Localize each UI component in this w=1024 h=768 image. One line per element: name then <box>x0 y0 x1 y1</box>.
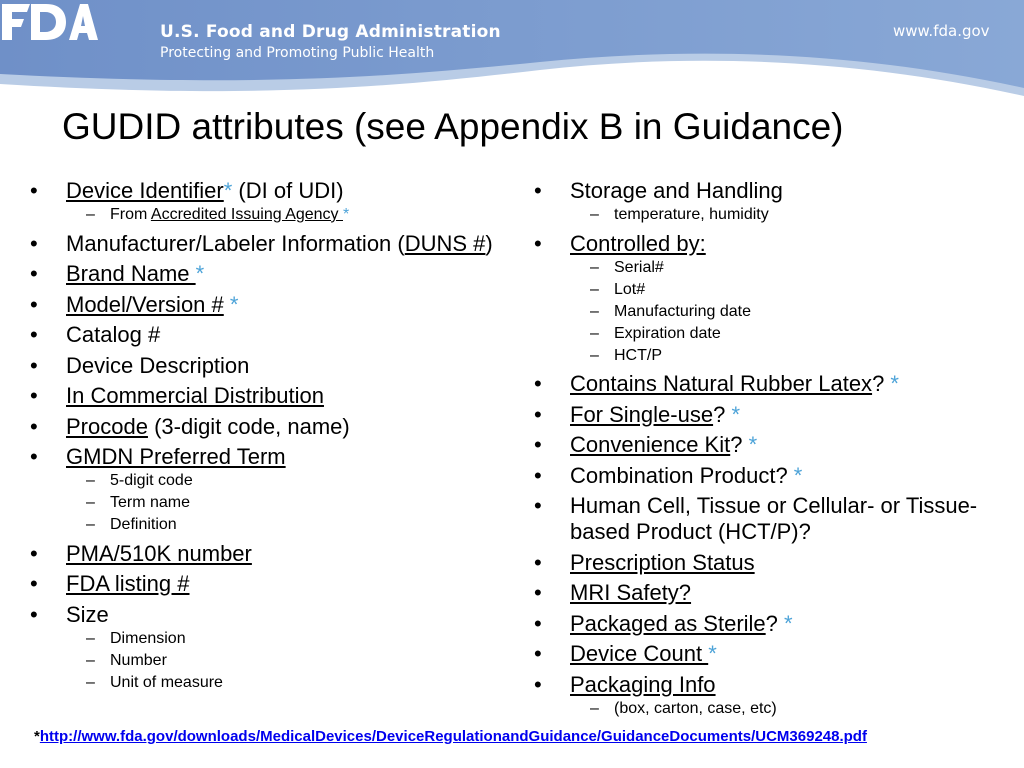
required-asterisk: * <box>343 206 350 223</box>
list-item <box>528 641 998 667</box>
attribute-text: Serial# <box>614 258 664 276</box>
list-item <box>24 541 494 567</box>
sub-list-item <box>66 628 494 650</box>
list-item <box>528 493 998 545</box>
attribute-link[interactable]: Packaging Info <box>570 671 716 697</box>
website-url: www.fda.gov <box>893 22 990 40</box>
sub-list <box>570 698 998 720</box>
list-item <box>24 414 494 440</box>
list-item <box>528 402 998 428</box>
list-item <box>24 383 494 409</box>
list-item <box>528 231 998 367</box>
fda-logo <box>0 0 98 44</box>
slide-title: GUDID attributes (see Appendix B in Guidance) <box>62 106 844 147</box>
list-item <box>24 444 494 536</box>
agency-tagline: Protecting and Promoting Public Health <box>160 45 435 61</box>
attribute-text: Manufacturing date <box>614 302 751 320</box>
attribute-label <box>66 541 494 567</box>
attribute-label <box>66 178 494 204</box>
list-item <box>24 353 494 379</box>
attribute-text: Expiration date <box>614 324 721 342</box>
sub-list-item <box>66 470 494 492</box>
list-item <box>528 580 998 606</box>
attribute-label <box>570 672 998 698</box>
left-attribute-list <box>24 178 494 698</box>
attribute-text: temperature, humidity <box>614 206 769 223</box>
attribute-text: Number <box>110 651 167 669</box>
sub-list-item <box>66 204 494 226</box>
attribute-link[interactable]: In Commercial Distribution <box>66 383 324 408</box>
attribute-link[interactable]: FDA listing # <box>66 571 190 596</box>
attribute-text: Catalog # <box>66 322 161 347</box>
attribute-link[interactable]: GMDN Preferred Term <box>66 444 286 469</box>
sub-list-item <box>66 650 494 672</box>
attribute-text: Size <box>66 601 109 627</box>
attribute-text: ) <box>485 230 493 256</box>
attribute-link[interactable]: Contains Natural Rubber Latex <box>570 371 873 396</box>
attribute-link[interactable]: DUNS # <box>404 230 486 256</box>
attribute-link[interactable]: MRI Safety? <box>570 580 692 605</box>
attribute-label <box>66 383 494 409</box>
attribute-text: ? <box>730 432 749 457</box>
sub-list-item <box>570 204 998 226</box>
attribute-label <box>570 432 998 458</box>
attribute-text: Storage and Handling <box>570 178 783 203</box>
sub-list-item <box>570 698 998 720</box>
agency-name: U.S. Food and Drug Administration <box>160 22 501 42</box>
attribute-label <box>66 571 494 597</box>
attribute-text: Combination Product? <box>570 462 794 488</box>
required-asterisk: * <box>195 261 205 286</box>
attribute-link[interactable]: Accredited Issuing Agency <box>150 206 343 223</box>
sub-list-item <box>570 345 998 367</box>
attribute-link[interactable]: Prescription Status <box>570 549 755 575</box>
list-item <box>528 178 998 226</box>
attribute-text: Manufacturer/Labeler Information ( <box>66 230 405 256</box>
attribute-link[interactable]: Device Identifier <box>66 178 224 203</box>
sub-list-item <box>570 323 998 345</box>
list-item <box>24 292 494 318</box>
list-item <box>528 463 998 489</box>
attribute-label <box>66 231 494 257</box>
attribute-label <box>66 261 494 287</box>
footer-asterisk: * <box>34 728 40 745</box>
required-asterisk: * <box>793 462 803 488</box>
list-item <box>528 371 998 397</box>
attribute-link[interactable]: Model/Version # <box>66 291 224 317</box>
required-asterisk: * <box>708 641 717 666</box>
attribute-label <box>570 463 998 489</box>
required-asterisk: * <box>890 371 899 396</box>
sub-list <box>66 470 494 536</box>
list-item <box>24 322 494 348</box>
attribute-label <box>570 580 998 606</box>
required-asterisk: * <box>223 178 233 203</box>
attribute-label <box>66 414 494 440</box>
attribute-text: ? <box>765 610 785 636</box>
attribute-label <box>570 402 998 428</box>
attribute-text: Definition <box>110 516 177 533</box>
list-item <box>24 571 494 597</box>
required-asterisk: * <box>731 401 740 427</box>
fda-header-banner <box>0 0 1024 112</box>
attribute-link[interactable]: Packaged as Sterile <box>570 610 766 636</box>
footer-reference <box>34 728 867 745</box>
attribute-text: Unit of measure <box>110 673 223 691</box>
attribute-label <box>66 602 494 628</box>
attribute-link[interactable]: Controlled by: <box>570 230 706 256</box>
attribute-text: HCT/P <box>614 346 662 364</box>
list-item <box>528 611 998 637</box>
list-item <box>528 432 998 458</box>
attribute-link[interactable]: Device Count <box>570 641 709 666</box>
attribute-text: (DI of UDI) <box>232 178 344 203</box>
attribute-text: 5-digit code <box>110 472 193 489</box>
attribute-label <box>570 641 998 667</box>
guidance-document-link[interactable]: http://www.fda.gov/downloads/MedicalDevices/DeviceRegulationandGuidance/GuidanceDocuments/UCM369248.pdf <box>39 728 867 745</box>
sub-list-item <box>66 492 494 514</box>
attribute-link[interactable]: PMA/510K number <box>66 540 252 566</box>
sub-list-item <box>570 279 998 301</box>
sub-list <box>570 204 998 226</box>
attribute-label <box>570 493 998 545</box>
attribute-label <box>66 353 494 379</box>
list-item <box>24 231 494 257</box>
sub-list-item <box>66 672 494 694</box>
attribute-text: Lot# <box>614 280 646 298</box>
attribute-text: (3-digit code, name) <box>147 413 350 439</box>
list-item <box>528 550 998 576</box>
required-asterisk: * <box>748 432 758 457</box>
attribute-label <box>570 550 998 576</box>
attribute-link[interactable]: Convenience Kit <box>570 432 731 457</box>
list-item <box>24 261 494 287</box>
sub-list-item <box>66 514 494 536</box>
attribute-text: Human Cell, Tissue or Cellular- or Tissue-based Product (HCT/P)? <box>570 493 978 544</box>
attribute-text: ? <box>872 371 891 396</box>
attribute-link[interactable]: For Single-use <box>570 401 714 427</box>
attribute-text: Dimension <box>110 629 186 647</box>
attribute-label <box>570 371 998 397</box>
attribute-label <box>66 444 494 470</box>
attribute-label <box>66 322 494 348</box>
attribute-text: From <box>110 206 151 223</box>
sub-list <box>66 628 494 694</box>
right-attribute-list <box>528 178 998 724</box>
attribute-label <box>570 611 998 637</box>
attribute-label <box>66 292 494 318</box>
required-asterisk: * <box>229 291 239 317</box>
attribute-text: (box, carton, case, etc) <box>614 699 777 717</box>
attribute-link[interactable]: Brand Name <box>66 261 196 286</box>
attribute-text: Term name <box>110 494 191 511</box>
list-item <box>528 672 998 720</box>
sub-list <box>570 257 998 367</box>
sub-list-item <box>570 301 998 323</box>
list-item <box>24 602 494 694</box>
required-asterisk: * <box>784 610 793 636</box>
attribute-text: ? <box>713 401 732 427</box>
attribute-text: Device Description <box>66 352 250 378</box>
sub-list-item <box>570 257 998 279</box>
attribute-label <box>570 231 998 257</box>
list-item <box>24 178 494 226</box>
sub-list <box>66 204 494 226</box>
header-wave-background <box>0 0 1024 112</box>
attribute-link[interactable]: Procode <box>66 413 148 439</box>
attribute-label <box>570 178 998 204</box>
